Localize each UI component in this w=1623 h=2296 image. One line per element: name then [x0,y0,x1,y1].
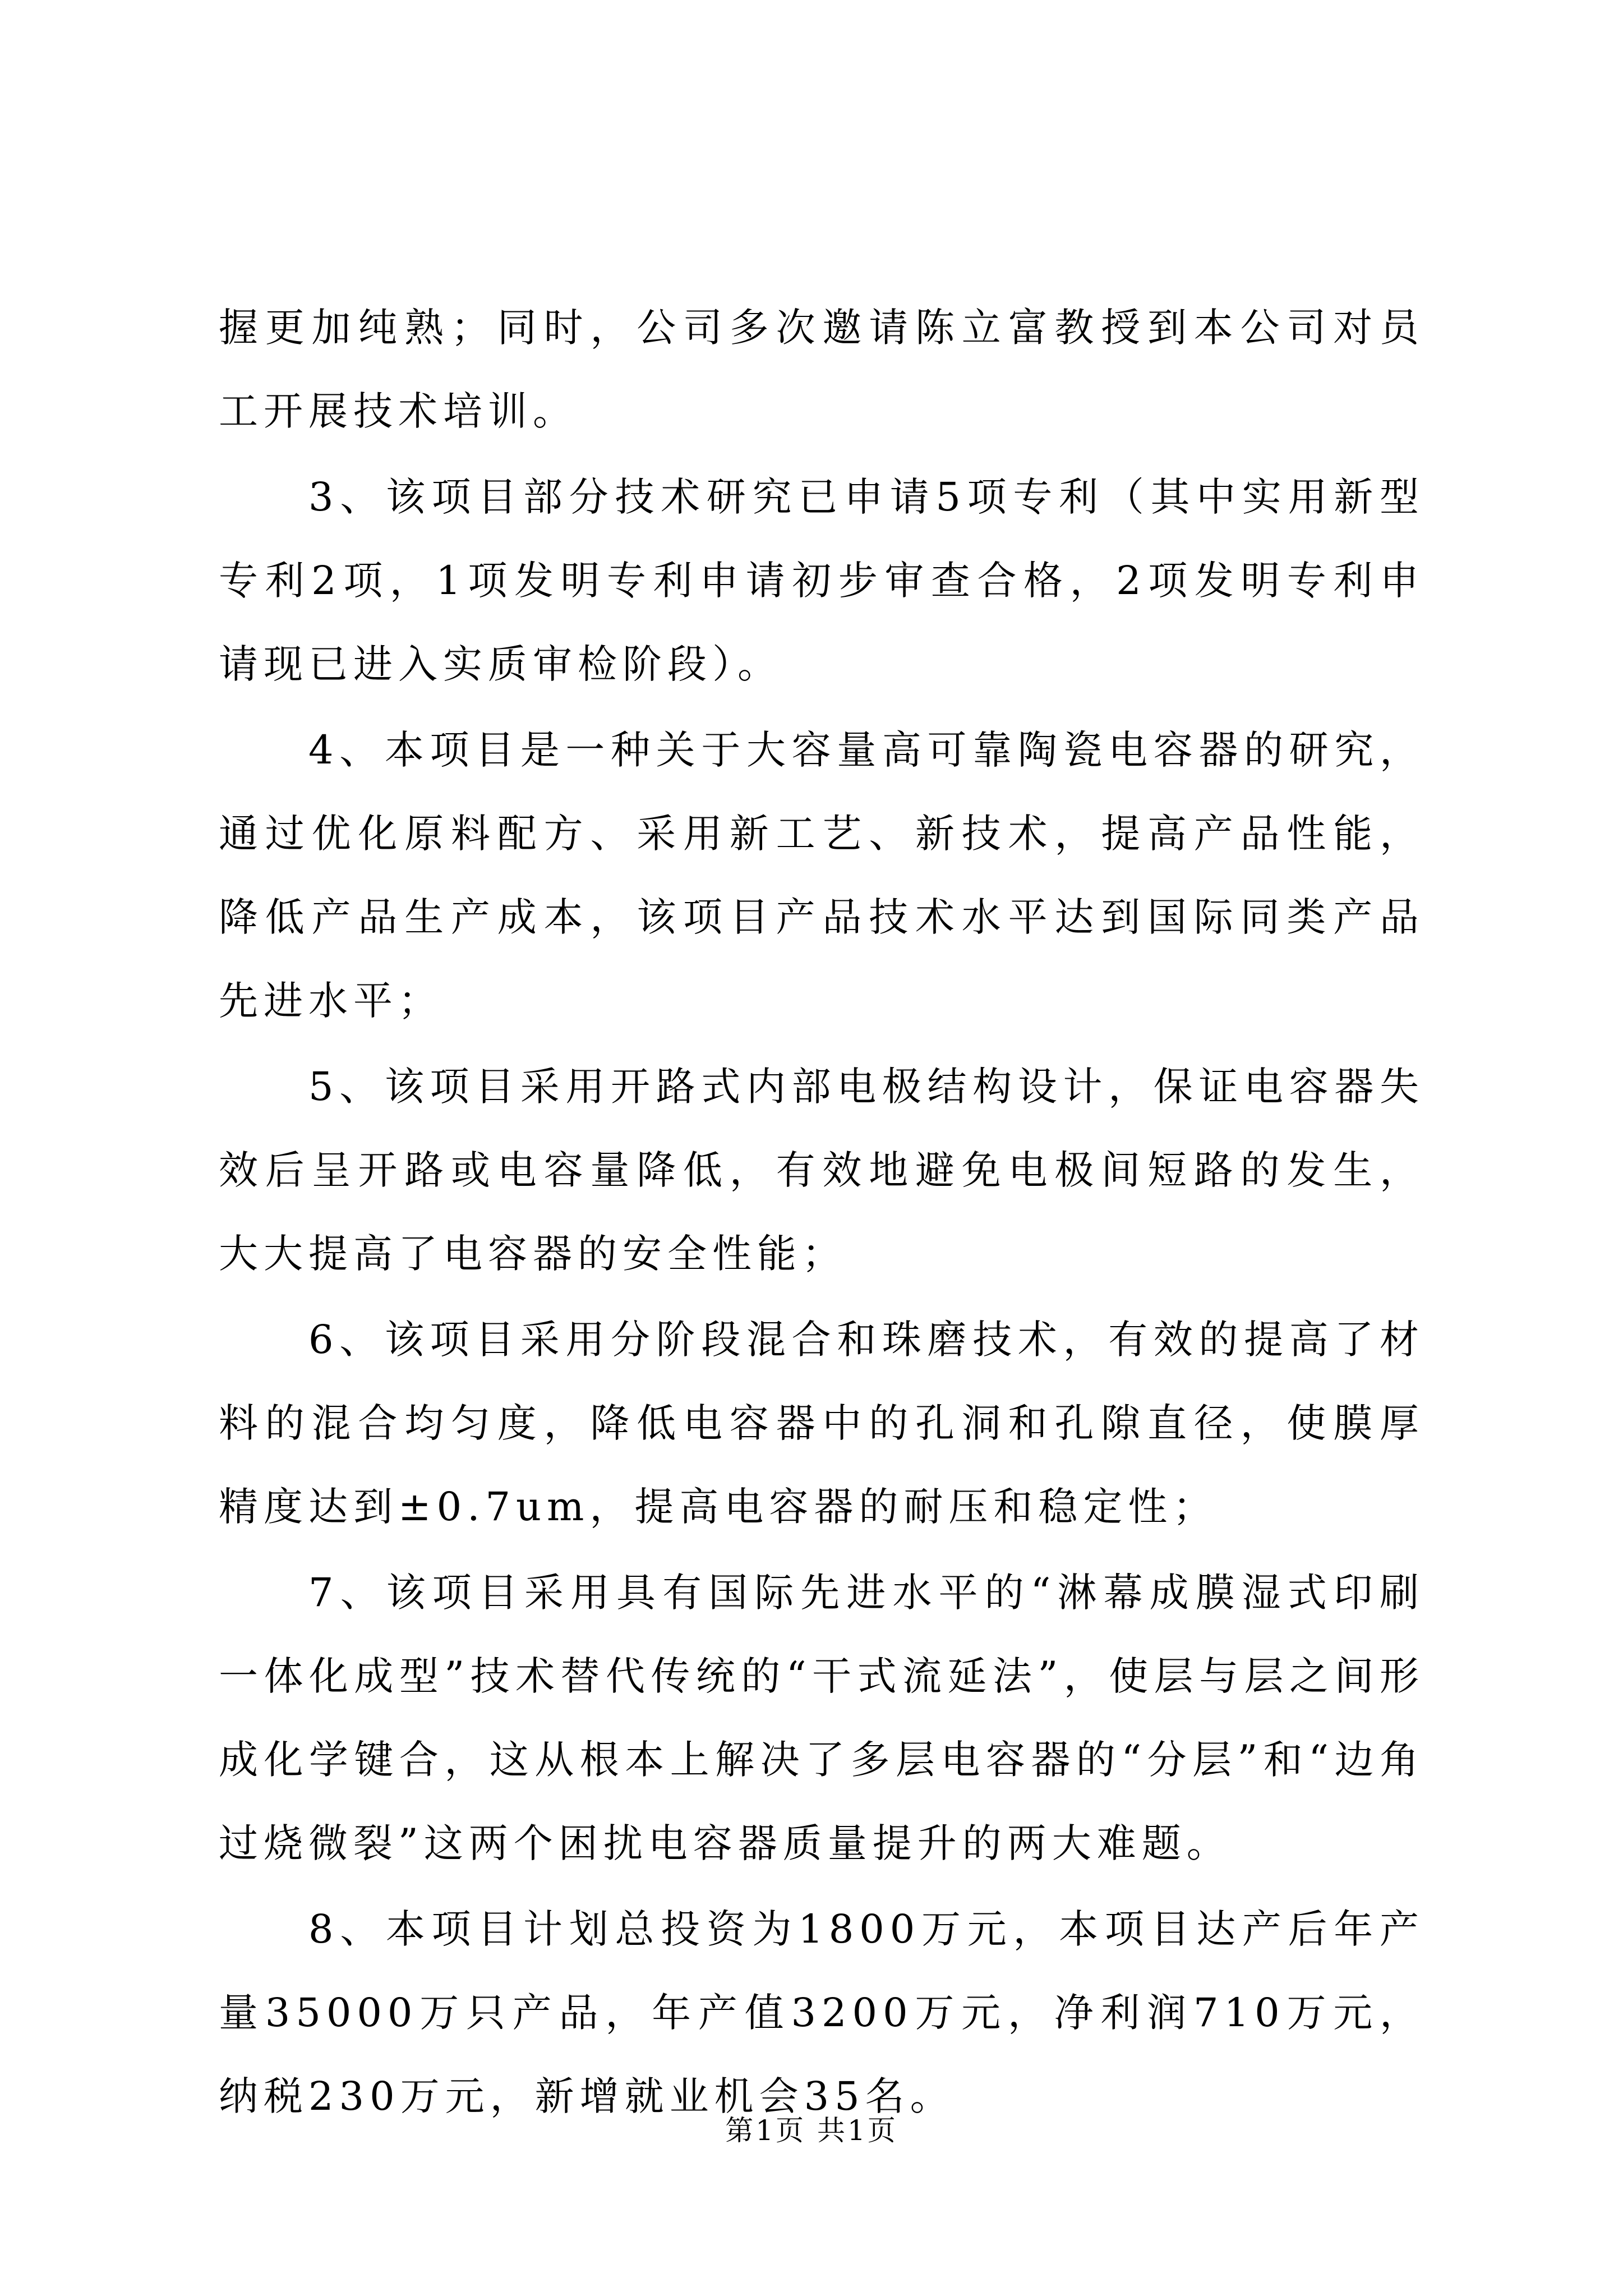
paragraph-item-6: 6、该项目采用分阶段混合和珠磨技术，有效的提高了材料的混合均匀度，降低电容器中的孔洞和孔隙直径，使膜厚精度达到±0.7um，提高电容器的耐压和稳定性； [219,1317,1424,1530]
document-body [219,286,1424,2138]
paragraph-item-4: 4、本项目是一种关于大容量高可靠陶瓷电容器的研究，通过优化原料配方、采用新工艺、新技术，提高产品性能，降低产品生产成本，该项目产品技术水平达到国际同类产品先进水平； [219,727,1424,1024]
paragraph-continued: 握更加纯熟；同时，公司多次邀请陈立富教授到本公司对员工开展技术培训。 [219,305,1424,434]
paragraph-item-8: 8、本项目计划总投资为1800万元，本项目达产后年产量35000万只产品，年产值3200万元，净利润710万元，纳税230万元，新增就业机会35名。 [219,1906,1424,2119]
paragraph-item-5: 5、该项目采用开路式内部电极结构设计，保证电容器失效后呈开路或电容量降低，有效地避免电极间短路的发生，大大提高了电容器的安全性能； [219,1064,1424,1277]
paragraph-item-3: 3、该项目部分技术研究已申请5项专利（其中实用新型专利2项，1项发明专利申请初步审查合格，2项发明专利申请现已进入实质审检阶段）。 [219,474,1424,687]
page-footer: 第1页 共1页 [725,2114,898,2147]
paragraph-item-7: 7、该项目采用具有国际先进水平的“淋幕成膜湿式印刷一体化成型”技术替代传统的“干式流延法”，使层与层之间形成化学键合，这从根本上解决了多层电容器的“分层”和“边角过烧微裂”这两个困扰电容器质量提升的两大难题。 [219,1570,1424,1866]
